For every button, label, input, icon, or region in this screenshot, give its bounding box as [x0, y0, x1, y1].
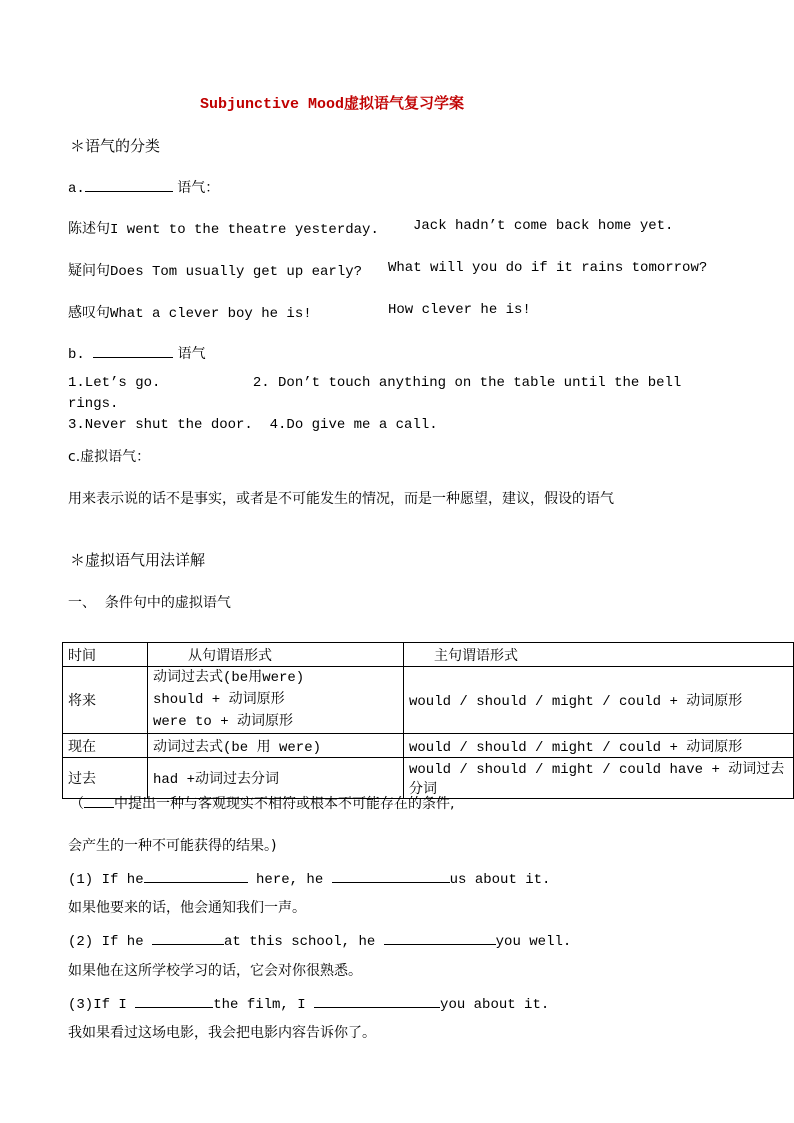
exercise-blank[interactable]	[384, 930, 496, 945]
item-b-line	[68, 343, 206, 363]
table-cell-time: 现在	[63, 734, 148, 758]
table-header-cell: 时间	[63, 643, 148, 667]
item-a-prefix: a.	[68, 181, 85, 197]
table-cell-main: would / should / might / could + 动词原形	[404, 734, 794, 758]
imperative-examples-line-3: 3.Never shut the door. 4.Do give me a call.	[68, 417, 438, 433]
note-open-paren: （	[70, 796, 84, 812]
exercise-blank[interactable]	[152, 930, 224, 945]
exercise-text: you well.	[495, 934, 572, 950]
table-cell-main: would / should / might / could + 动词原形	[404, 667, 794, 734]
exercise-text: us about it.	[449, 872, 551, 888]
exercise-text: (2) If he	[68, 934, 153, 950]
exercise-3	[68, 993, 549, 1013]
item-a-blank[interactable]	[85, 177, 173, 192]
note-text: 中提出一种与客观现实不相符或根本不可能存在的条件,	[114, 796, 455, 812]
sub-heading-conditional: 一、 条件句中的虚拟语气	[68, 595, 231, 611]
exercise-3-translation: 我如果看过这场电影，我会把电影内容告诉你了。	[68, 1025, 376, 1041]
table-cell-clause: 动词过去式(be 用 were)	[148, 734, 404, 758]
table-cell-clause	[148, 667, 404, 734]
example-text: Does Tom usually get up early?	[110, 264, 363, 280]
exercise-text: you about it.	[440, 997, 550, 1013]
clause-line: should + 动词原形	[153, 692, 285, 708]
conditional-forms-table	[62, 642, 794, 799]
exercise-1	[68, 868, 550, 888]
example-line-declarative	[68, 218, 379, 238]
exercise-blank[interactable]	[314, 993, 440, 1008]
section-heading-classification: ＊语气的分类	[70, 137, 161, 155]
imperative-examples-line-2: rings.	[68, 396, 119, 412]
item-b-prefix: b.	[68, 347, 85, 363]
example-text-2: Jack hadn’t come back home yet.	[413, 218, 674, 234]
example-text: I went to the theatre yesterday.	[110, 222, 379, 238]
clause-line: were to + 动词原形	[153, 714, 294, 730]
note-line-2: 会产生的一种不可能获得的结果。)	[68, 838, 277, 854]
example-label: 感叹句	[68, 305, 110, 321]
exercise-2	[68, 930, 571, 950]
clause-line: 动词过去式(be用were)	[153, 670, 305, 686]
example-text-2: How clever he is!	[388, 302, 531, 318]
table-header-cell: 主句谓语形式	[404, 643, 794, 667]
item-b-blank[interactable]	[93, 343, 173, 358]
exercise-blank[interactable]	[332, 868, 450, 883]
exercise-text: (1) If he	[68, 872, 144, 888]
example-line-interrogative	[68, 260, 362, 280]
table-header-row	[63, 643, 794, 667]
page-title: Subjunctive Mood虚拟语气复习学案	[200, 96, 465, 113]
item-c-label: c.虚拟语气：	[68, 449, 151, 465]
table-header-cell: 从句谓语形式	[148, 643, 404, 667]
exercise-text: here, he	[247, 872, 332, 888]
item-b-suffix: 语气	[173, 346, 206, 362]
table-row	[63, 667, 794, 734]
exercise-2-translation: 如果他在这所学校学习的话，它会对你很熟悉。	[68, 963, 362, 979]
exercise-text: (3)If I	[68, 997, 136, 1013]
note-blank[interactable]	[84, 793, 114, 808]
exercise-text: at this school, he	[224, 934, 384, 950]
section-heading-usage: ＊虚拟语气用法详解	[70, 551, 206, 569]
example-text: What a clever boy he is!	[110, 306, 312, 322]
table-cell-clause: had +动词过去分词	[148, 758, 404, 799]
exercise-text: the film, I	[213, 997, 315, 1013]
item-a-suffix: 语气：	[172, 180, 220, 196]
item-a-line	[68, 177, 219, 197]
exercise-blank[interactable]	[144, 868, 248, 883]
note-line-1	[70, 793, 454, 813]
imperative-examples-line-1: 1.Let’s go. 2. Don’t touch anything on the table until the bell	[68, 375, 682, 391]
table-cell-time: 过去	[63, 758, 148, 799]
exercise-1-translation: 如果他要来的话，他会通知我们一声。	[68, 900, 306, 916]
example-label: 陈述句	[68, 221, 110, 237]
table-row	[63, 734, 794, 758]
example-label: 疑问句	[68, 263, 110, 279]
item-c-description: 用来表示说的话不是事实，或者是不可能发生的情况，而是一种愿望，建议，假设的语气	[68, 491, 614, 507]
example-text-2: What will you do if it rains tomorrow?	[388, 260, 708, 276]
table-cell-time: 将来	[63, 667, 148, 734]
exercise-blank[interactable]	[135, 993, 213, 1008]
table-cell-main: would / should / might / could have + 动词过去分词	[404, 758, 794, 799]
example-line-exclamatory	[68, 302, 312, 322]
